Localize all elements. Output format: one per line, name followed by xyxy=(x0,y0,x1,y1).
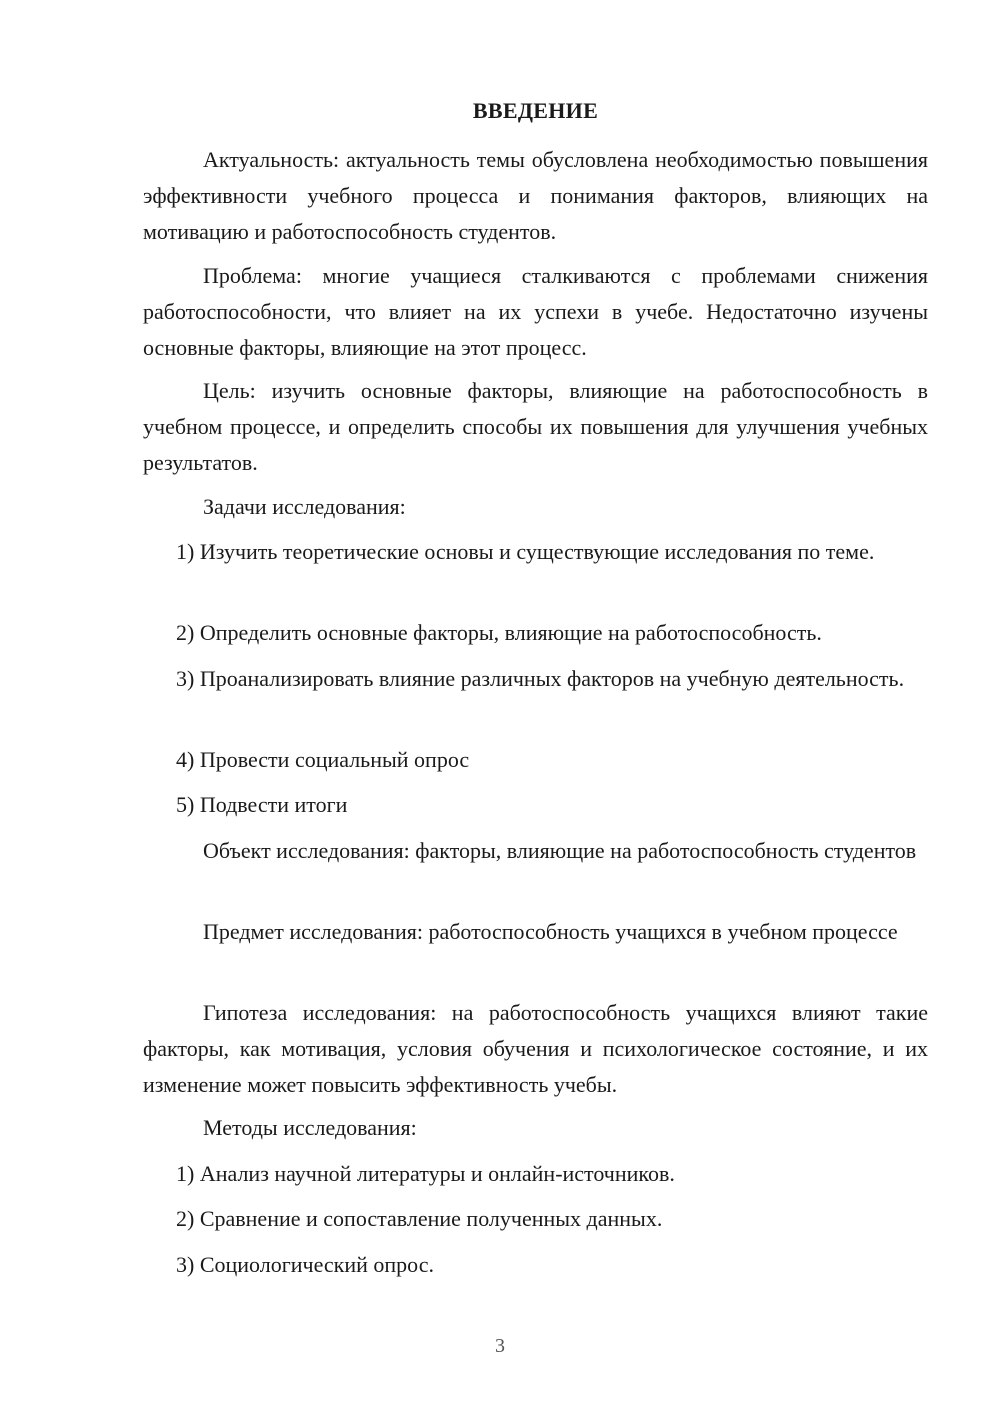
tasks-title: Задачи исследования: xyxy=(203,494,406,519)
method-item-2: 2) Сравнение и сопоставление полученных данных. xyxy=(176,1206,663,1231)
subject-paragraph: Предмет исследования: работоспособность учащихся в учебном процессе xyxy=(203,919,898,944)
relevance-paragraph: Актуальность: актуальность темы обусловлена необходимостью повышения эффективности учебного процесса и понимания факторов, влияющих на мотивацию и работоспособность студентов. xyxy=(143,147,928,244)
task-item-3: 3) Проанализировать влияние различных факторов на учебную деятельность. xyxy=(176,666,905,691)
task-item-2: 2) Определить основные факторы, влияющие на работоспособность. xyxy=(176,620,822,645)
method-item-3: 3) Социологический опрос. xyxy=(176,1252,434,1277)
section-heading: ВВЕДЕНИЕ xyxy=(472,98,599,123)
methods-title: Методы исследования: xyxy=(203,1115,417,1140)
page-number: 3 xyxy=(495,1335,505,1357)
goal-paragraph: Цель: изучить основные факторы, влияющие на работоспособность в учебном процессе, и определить способы их повышения для улучшения учебных результатов. xyxy=(143,378,928,475)
object-paragraph: Объект исследования: факторы, влияющие на работоспособность студентов xyxy=(203,838,917,863)
task-item-1: 1) Изучить теоретические основы и существующие исследования по теме. xyxy=(176,539,875,564)
problem-paragraph: Проблема: многие учащиеся сталкиваются с проблемами снижения работоспособности, что влияет на их успехи в учебе. Недостаточно изучены основные факторы, влияющие на этот процесс. xyxy=(143,263,928,360)
hypothesis-paragraph: Гипотеза исследования: на работоспособность учащихся влияют такие факторы, как мотивация, условия обучения и психологическое состояние, и их изменение может повысить эффективность учебы. xyxy=(143,1000,928,1097)
task-item-5: 5) Подвести итоги xyxy=(176,792,348,817)
method-item-1: 1) Анализ научной литературы и онлайн-источников. xyxy=(176,1161,675,1186)
task-item-4: 4) Провести социальный опрос xyxy=(176,747,470,772)
